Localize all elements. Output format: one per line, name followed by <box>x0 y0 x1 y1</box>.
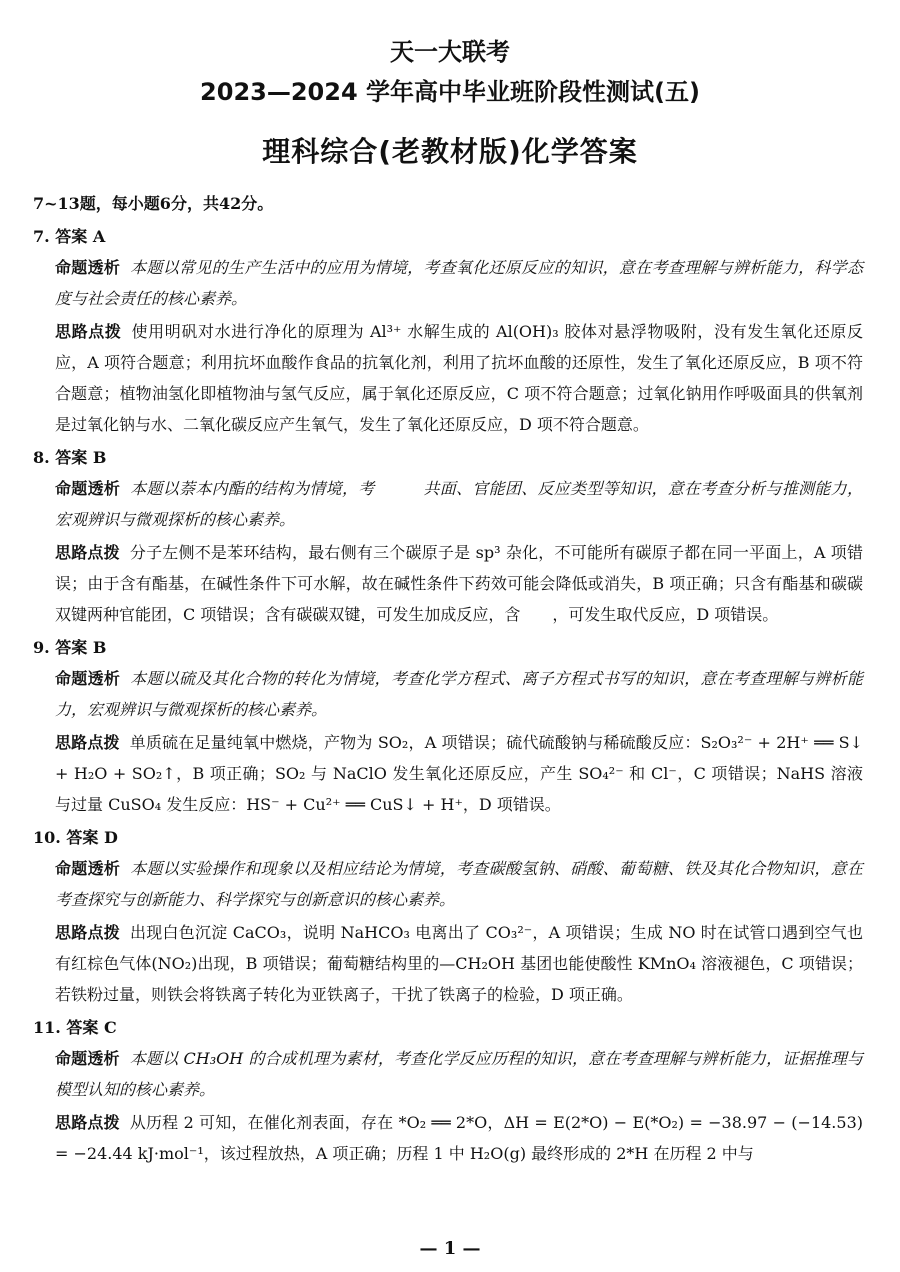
hint-label: 思路点拨 <box>55 923 120 942</box>
hint-text: 出现白色沉淀 CaCO₃，说明 NaHCO₃ 电离出了 CO₃²⁻，A 项错误；生成 NO 时在试管口遇到空气也有红棕色气体(NO₂)出现，B 项错误；葡萄糖结构里的—CH₂OH 基团也能使酸性 KMnO₄ 溶液褪色，C 项错误；若铁粉过量，则铁会将铁离子转化为亚铁离子，干扰了铁离子的检验，D 项正确。 <box>55 923 863 1004</box>
answer-heading: 7. 答案 A <box>33 227 106 246</box>
analysis-paragraph <box>33 663 863 725</box>
answer-heading: 10. 答案 D <box>33 828 118 847</box>
answer-content <box>33 188 863 1171</box>
analysis-text: 本题以 CH₃OH 的合成机理为素材，考查化学反应历程的知识，意在考查理解与辨析能力，证据推理与模型认知的核心素养。 <box>55 1049 863 1099</box>
question-7 <box>33 221 863 440</box>
hint-label: 思路点拨 <box>55 322 122 341</box>
hint-paragraph <box>33 1107 863 1169</box>
hint-label: 思路点拨 <box>55 733 120 752</box>
hint-text: 从历程 2 可知，在催化剂表面，存在 *O₂ ══ 2*O，ΔH = E(2*O) − E(*O₂) = −38.97 − (−14.53) = −24.44 kJ·mol⁻¹，该过程放热，A 项正确；历程 1 中 H₂O(g) 最终形成的 2*H 在历程 2 中与 <box>55 1113 863 1163</box>
hint-label: 思路点拨 <box>55 543 120 562</box>
analysis-label: 命题透析 <box>55 859 121 878</box>
scoring-intro: 7~13题，每小题6分，共42分。 <box>33 194 274 213</box>
hint-paragraph <box>33 316 863 440</box>
analysis-paragraph <box>33 853 863 915</box>
hint-paragraph <box>33 917 863 1010</box>
hint-text: 使用明矾对水进行净化的原理为 Al³⁺ 水解生成的 Al(OH)₃ 胶体对悬浮物吸附，没有发生氧化还原反应，A 项符合题意；利用抗坏血酸作食品的抗氧化剂，利用了抗坏血酸的还原性，发生了氧化还原反应，B 项不符合题意；植物油氢化即植物油与氢气反应，属于氧化还原反应，C 项不符合题意；过氧化钠用作呼吸面具的供氧剂是过氧化钠与水、二氧化碳反应产生氧气，发生了氧化还原反应，D 项不符合题意。 <box>55 322 863 434</box>
exam-org-title: 天一大联考 <box>390 38 510 66</box>
page-number: — 1 — <box>419 1238 481 1259</box>
hint-paragraph <box>33 727 863 820</box>
question-8 <box>33 442 863 630</box>
analysis-label: 命题透析 <box>55 479 121 498</box>
analysis-label: 命题透析 <box>55 1049 120 1068</box>
question-10 <box>33 822 863 1010</box>
analysis-paragraph <box>33 252 863 314</box>
analysis-paragraph <box>33 1043 863 1105</box>
subject-title: 理科综合(老教材版)化学答案 <box>262 135 638 168</box>
answer-heading: 8. 答案 B <box>33 448 107 467</box>
hint-label: 思路点拨 <box>55 1113 120 1132</box>
analysis-label: 命题透析 <box>55 669 121 688</box>
analysis-text: 本题以常见的生产生活中的应用为情境，考查氧化还原反应的知识，意在考查理解与辨析能力，科学态度与社会责任的核心素养。 <box>55 258 863 308</box>
analysis-text: 本题以硫及其化合物的转化为情境，考查化学方程式、离子方程式书写的知识，意在考查理解与辨析能力，宏观辨识与微观探析的核心素养。 <box>55 669 863 719</box>
question-11 <box>33 1012 863 1169</box>
analysis-label: 命题透析 <box>55 258 121 277</box>
hint-text: 分子左侧不是苯环结构，最右侧有三个碳原子是 sp³ 杂化，不可能所有碳原子都在同一平面上，A 项错误；由于含有酯基，在碱性条件下可水解，故在碱性条件下药效可能会降低或消失，B 项正确；只含有酯基和碳碳双键两种官能团，C 项错误；含有碳碳双键，可发生加成反应，含 ，可发生取代反应，D 项错误。 <box>55 543 863 624</box>
analysis-text: 本题以萘本内酯的结构为情境，考 共面、官能团、反应类型等知识，意在考查分析与推测能力，宏观辨识与微观探析的核心素养。 <box>55 479 863 529</box>
answer-heading: 11. 答案 C <box>33 1018 117 1037</box>
hint-paragraph <box>33 537 863 630</box>
analysis-text: 本题以实验操作和现象以及相应结论为情境，考查碳酸氢钠、硝酸、葡萄糖、铁及其化合物知识，意在考查探究与创新能力、科学探究与创新意识的核心素养。 <box>55 859 863 909</box>
question-9 <box>33 632 863 820</box>
answer-heading: 9. 答案 B <box>33 638 107 657</box>
analysis-paragraph <box>33 473 863 535</box>
exam-name-title: 2023—2024 学年高中毕业班阶段性测试(五) <box>200 78 700 106</box>
hint-text: 单质硫在足量纯氧中燃烧，产物为 SO₂，A 项错误；硫代硫酸钠与稀硫酸反应：S₂O₃²⁻ + 2H⁺ ══ S↓ + H₂O + SO₂↑，B 项正确；SO₂ 与 NaClO 发生氧化还原反应，产生 SO₄²⁻ 和 Cl⁻，C 项错误；NaHS 溶液与过量 CuSO₄ 发生反应：HS⁻ + Cu²⁺ ══ CuS↓ + H⁺，D 项错误。 <box>55 733 863 814</box>
